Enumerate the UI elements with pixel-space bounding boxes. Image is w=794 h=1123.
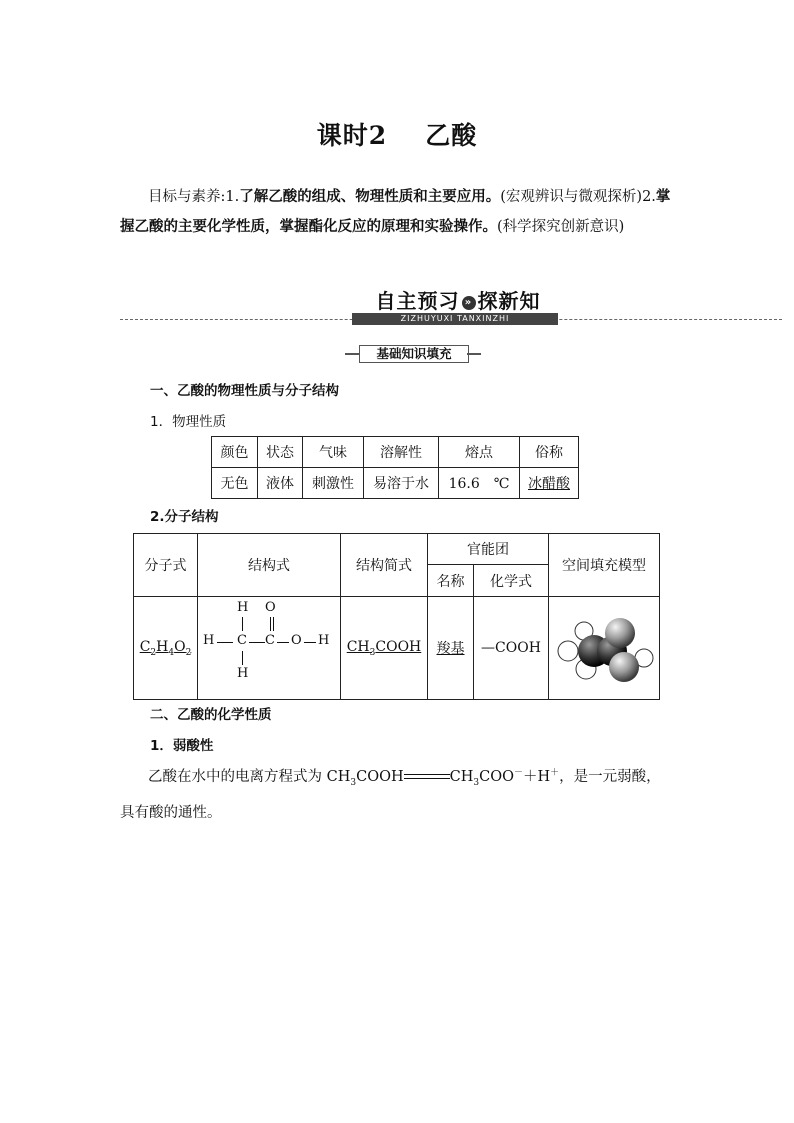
objectives-paragraph: 目标与素养:1.了解乙酸的组成、物理性质和主要应用。(宏观辨识与微观探析)2.掌握乙酸的主要化学性质，掌握酯化反应的原理和实验操作。(科学探究创新意识) <box>120 188 671 235</box>
table-row <box>134 597 660 700</box>
weak-acidity-heading: 1．弱酸性 <box>150 738 214 754</box>
ionization-paragraph: 乙酸在水中的电离方程式为 $CH_3COOH$ $CH_3COO^-+H^+$，是一元弱酸， 具有酸的通性。 <box>120 768 661 821</box>
lesson-number: 课时2 <box>316 121 388 150</box>
space-filling-model <box>549 597 660 700</box>
molecular-structure-table: 分子式 结构式 结构简式 官能团 空间填充模型 名称 化学式 $C_2H_4O_2$ H O H C C O H H $CH_3COOH$ 羧基 —COOH <box>133 533 660 700</box>
molecule-model-image <box>554 603 654 693</box>
structural-formula: H O H C C O H H <box>198 597 341 700</box>
physical-properties-table <box>211 436 579 499</box>
functional-group-name: 羧基 <box>428 597 474 700</box>
table-row: 无色 液体 刺激性 易溶于水 16.6 ℃ 冰醋酸 <box>212 468 579 499</box>
objective-1: 了解乙酸的组成、物理性质和主要应用。 <box>239 188 501 205</box>
functional-group-formula: —COOH <box>474 597 549 700</box>
chevron-right-icon: » <box>462 296 476 310</box>
equilibrium-arrow-icon <box>404 772 450 782</box>
section-tag <box>345 345 481 363</box>
objective-1-tag: (宏观辨识与微观探析) <box>500 189 643 205</box>
lesson-topic: 乙酸 <box>425 121 478 150</box>
part1-heading: 一、乙酸的物理性质与分子结构 <box>150 383 339 399</box>
objectives-label: 目标与素养: <box>148 189 226 205</box>
molecular-formula: $C_2H_4O_2$ <box>134 597 198 700</box>
structural-simple-formula: $CH_3COOH$ <box>341 597 428 700</box>
section-banner <box>120 285 782 329</box>
page-title <box>0 116 794 152</box>
banner-left: 自主预习 <box>375 289 460 313</box>
section-tag-label: 基础知识填充 <box>359 345 469 363</box>
molecular-structure-heading: 2.分子结构 <box>150 509 219 525</box>
equation-right: $CH_3COO^-+H^+$ <box>449 768 560 788</box>
physical-properties-heading: 1．物理性质 <box>150 414 227 430</box>
part2-heading: 二、乙酸的化学性质 <box>150 707 272 723</box>
banner-pinyin: ZIZHUYUXI TANXINZHI <box>352 313 558 325</box>
banner-right: 探新知 <box>477 289 541 313</box>
objective-2: 掌握乙酸的主要化学性质，掌握酯化反应的原理和实验操作。 <box>120 188 671 235</box>
table-header-row: 颜色 状态 气味 溶解性 熔点 俗称 <box>212 437 579 468</box>
equation-left: $CH_3COOH$ <box>326 768 404 788</box>
objective-2-tag: (科学探究创新意识) <box>497 219 625 235</box>
